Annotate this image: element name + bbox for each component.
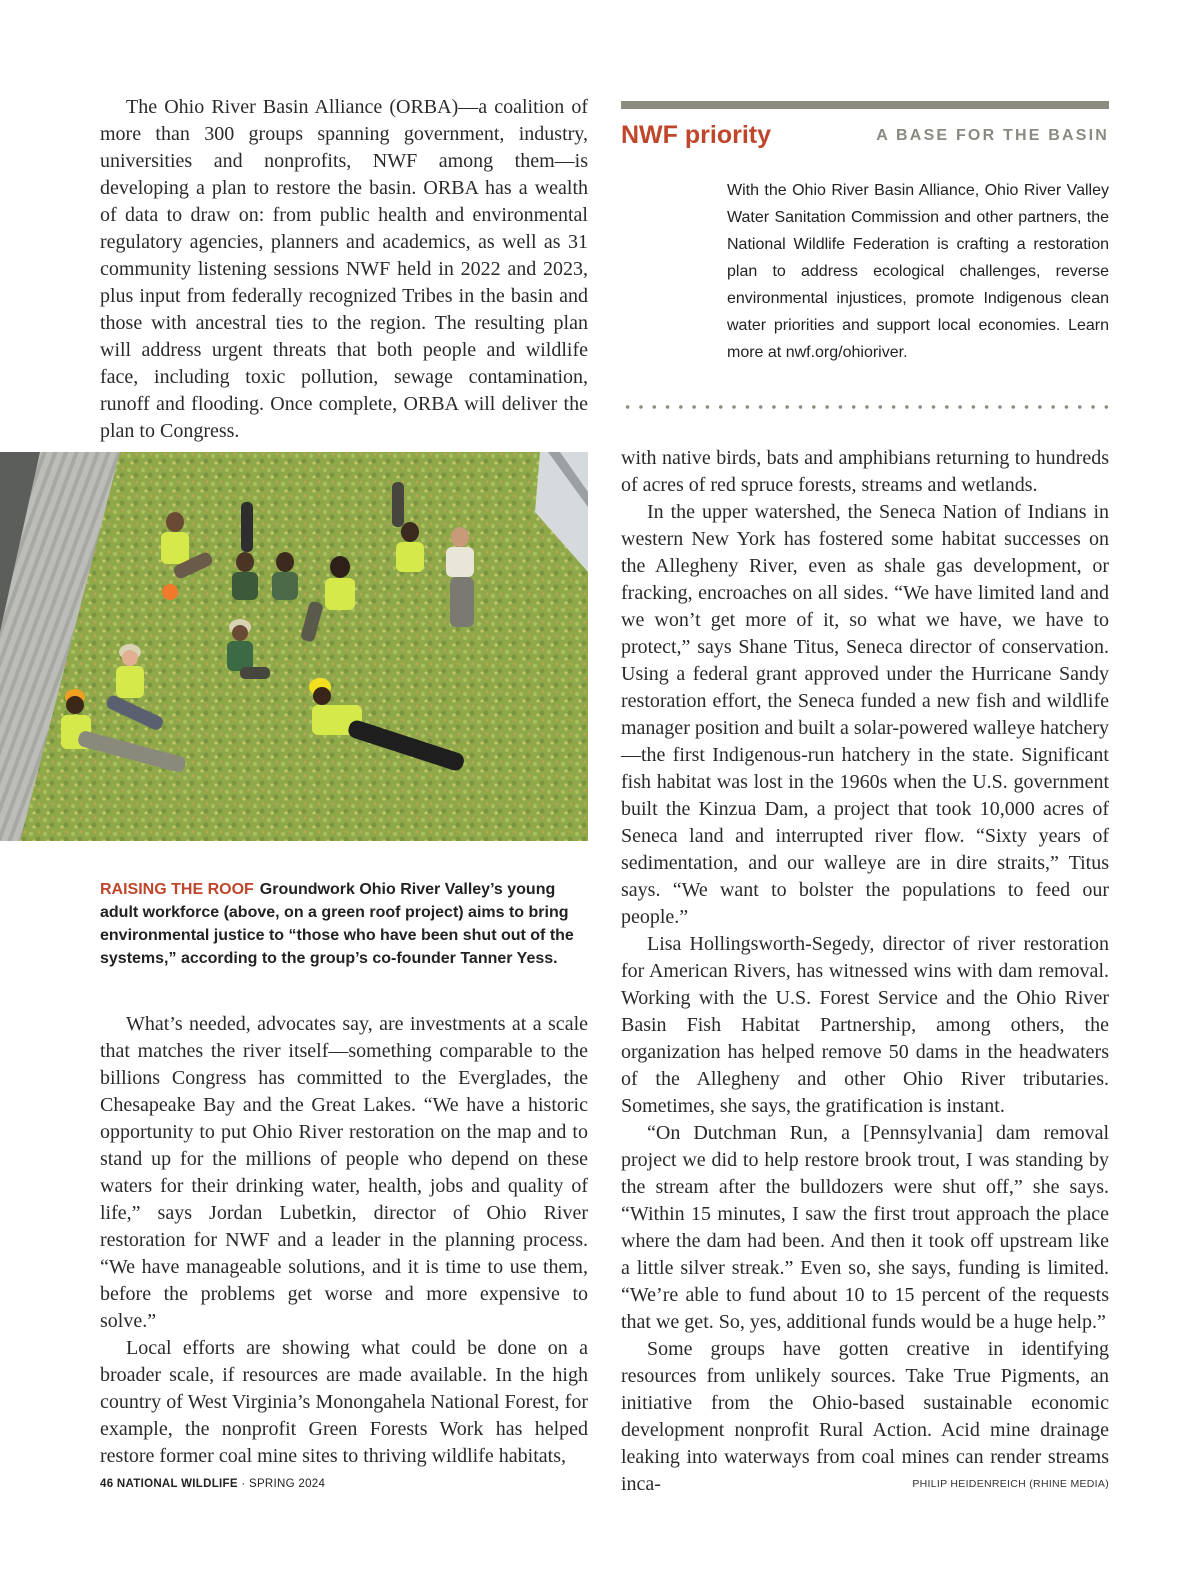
sidebar-dotted-rule (621, 404, 1109, 410)
footer-separator: · (241, 1478, 246, 1490)
sidebar-top-rule (621, 101, 1109, 109)
body-paragraph: The Ohio River Basin Alliance (ORBA)—a coalition of more than 300 groups spanning government, industry, universities and nonprofits, NWF among them—is developing a plan to restore the basin. ORBA has a wealth of data to draw on: from public health and environmental regulatory agencies, planners and academics, as well as 31 community listening sessions NWF held in 2022 and 2023, plus input from federally recognized Tribes in the basin and those with ancestral ties to the region. The resulting plan will address urgent threats that both people and wildlife face, including toxic pollution, sewage contamination, runoff and flooding. Once complete, ORBA will deliver the plan to Congress. (100, 96, 588, 442)
sidebar-kicker: A BASE FOR THE BASIN (876, 127, 1109, 144)
body-paragraph: In the upper watershed, the Seneca Nation of Indians in western New York has fostered some habitat successes on the Allegheny River, even as shale gas development, or fracking, encroaches on all sides. “We have limited land and we won’t get more of it, so what we have, we have to protect,” says Shane Titus, Seneca director of conservation. Using a federal grant approved under the Hurricane Sandy restoration effort, the Seneca funded a new fish and wildlife manager position and built a solar-powered walleye hatchery—the first Indigenous-run hatchery in the state. Significant fish habitat was lost in the 1960s when the U.S. government built the Kinzua Dam, a project that took 10,000 acres of Seneca land and interrupted river flow. “Sixty years of sedimentation, and our walleye are in dire straits,” Titus says. “We want to bolster the populations to feed our people.” (621, 501, 1109, 928)
intro-column (100, 94, 588, 445)
caption-lead: RAISING THE ROOF (100, 881, 254, 898)
sidebar-title: NWF priority (621, 121, 771, 149)
left-body-column (100, 1011, 588, 1470)
green-roof-photo (0, 452, 588, 841)
caption-text: Groundwork Ohio River Valley’s young adult workforce (above, on a green roof project) aims to bring environmental justice to “those who have been shut out of the systems,” according to the group’s co-founder Tanner Yess. (100, 881, 574, 967)
body-paragraph: with native birds, bats and amphibians returning to hundreds of acres of red spruce forests, streams and wetlands. (621, 447, 1109, 496)
body-paragraph: What’s needed, advocates say, are investments at a scale that matches the river itself—something comparable to the billions Congress has committed to the Everglades, the Chesapeake Bay and the Great Lakes. “We have a historic opportunity to put Ohio River restoration on the map and to stand up for the millions of people who depend on these waters for their drinking water, health, jobs and quality of life,” says Jordan Lubetkin, director of Ohio River restoration for NWF and a leader in the planning process. “We have manageable solutions, and it is time to use them, before the problems get worse and more expensive to solve.” (100, 1013, 588, 1332)
body-paragraph: Local efforts are showing what could be done on a broader scale, if resources are made available. In the high country of West Virginia’s Monongahela National Forest, for example, the nonprofit Green Forests Work has helped restore former coal mine sites to thriving wildlife habitats, (100, 1337, 588, 1467)
body-paragraph: Lisa Hollingsworth-Segedy, director of river restoration for American Rivers, has witnessed wins with dam removal. Working with the U.S. Forest Service and the Ohio River Basin Fish Habitat Partnership, among others, the organization has helped remove 50 dams in the headwaters of the Allegheny and other Ohio River tributaries. Sometimes, she says, the gratification is instant. (621, 933, 1109, 1117)
body-paragraph: Some groups have gotten creative in identifying resources from unlikely sources. Take True Pigments, an initiative from the Ohio-based sustainable economic development nonprofit Rural Action. Acid mine drainage leaking into waterways from coal mines can render streams inca- (621, 1338, 1109, 1495)
issue-date: SPRING 2024 (248, 1478, 326, 1490)
magazine-name: NATIONAL WILDLIFE (116, 1478, 238, 1490)
body-paragraph: “On Dutchman Run, a [Pennsylvania] dam removal project we did to help restore brook trout, I was standing by the stream after the bulldozers were shut off,” she says. “Within 15 minutes, I saw the first trout approach the place where the dam had been. And then it took off upstream like a little silver streak.” Even so, she says, funding is limited. “We’re able to fund about 10 to 15 percent of the requests that we get. So, yes, additional funds would be a huge help.” (621, 1122, 1109, 1333)
photo-credit: PHILIP HEIDENREICH (RHINE MEDIA) (912, 1478, 1109, 1490)
photo-caption (100, 878, 588, 970)
page-footer (100, 1478, 325, 1490)
nwf-priority-sidebar (621, 101, 1109, 421)
right-body-column (621, 445, 1109, 1498)
sidebar-text: With the Ohio River Basin Alliance, Ohio River Valley Water Sanitation Commission and other partners, the National Wildlife Federation is crafting a restoration plan to address ecological challenges, reverse environmental injustices, promote Indigenous clean water priorities and support local economies. Learn more at nwf.org/ohioriver. (727, 182, 1109, 361)
page-number: 46 (100, 1478, 114, 1490)
